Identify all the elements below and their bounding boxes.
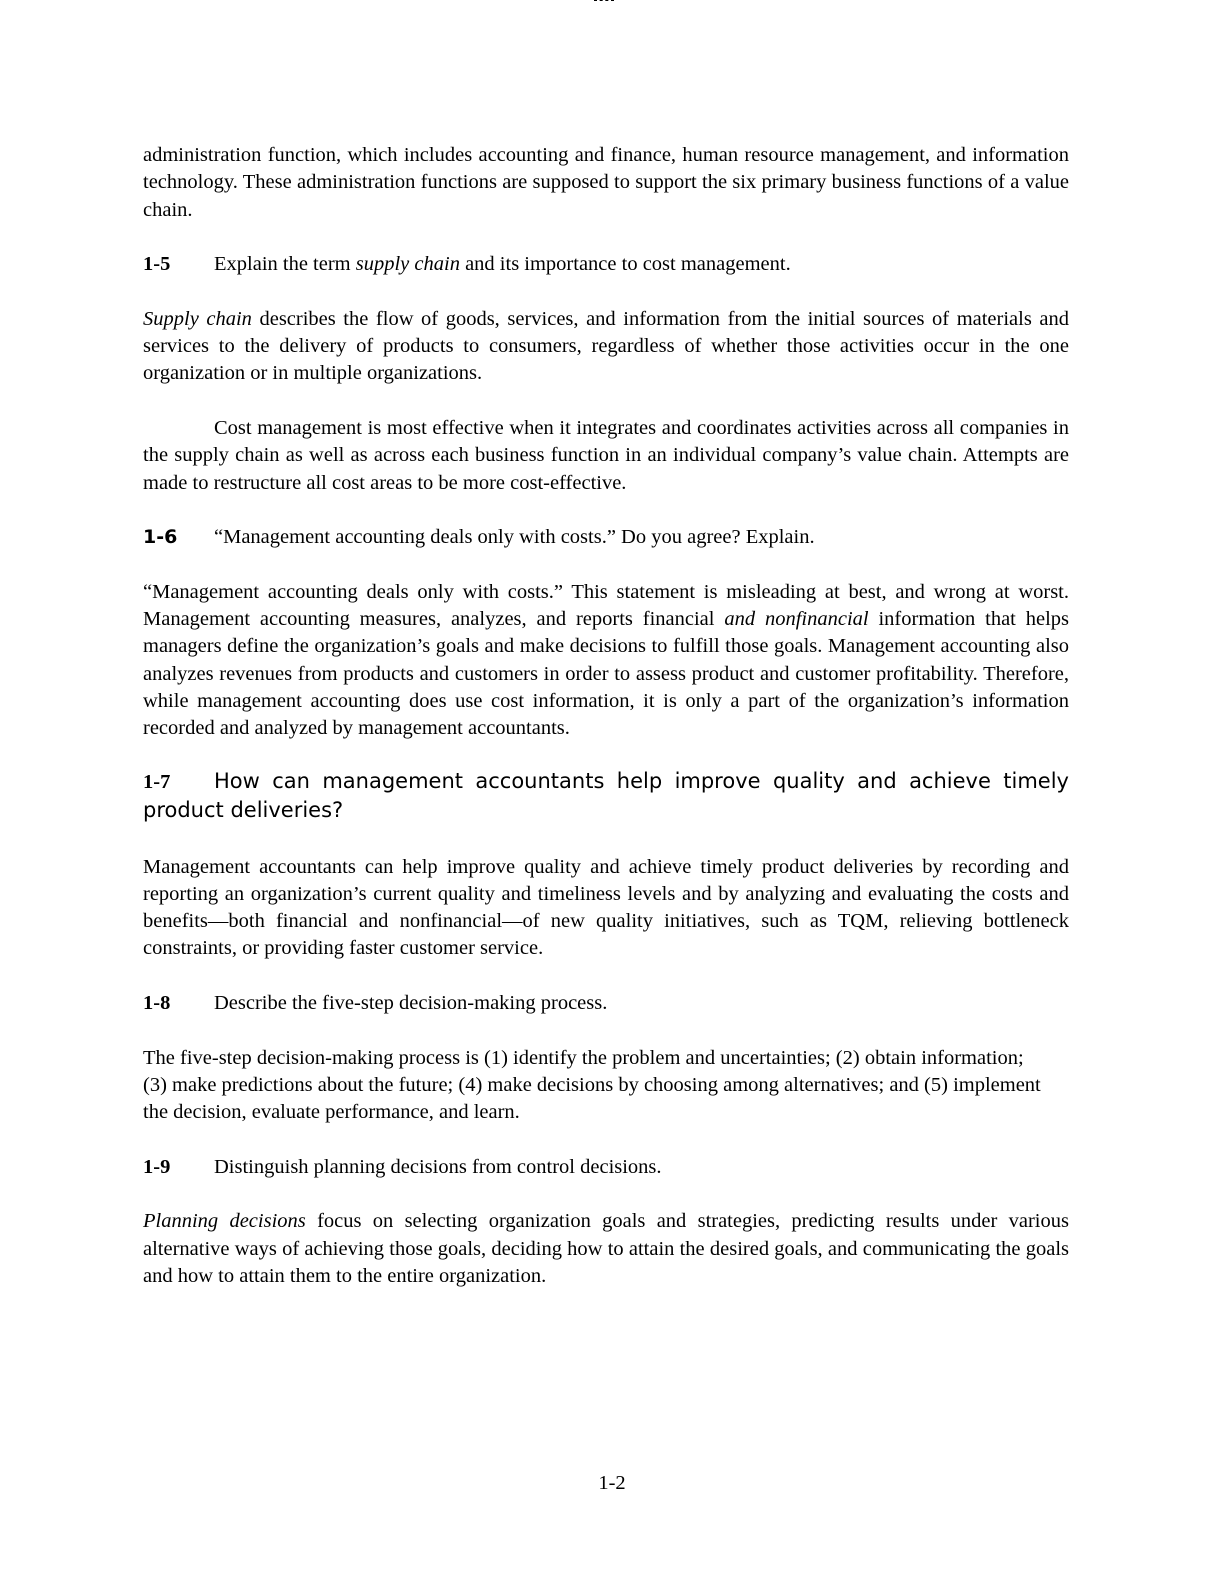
question-number: 1-9: [143, 1155, 171, 1178]
answer-1-6: “Management accounting deals only with costs.” This statement is misleading at best, and wrong at worst. Management accounting measures, analyzes, and reports financial and nonfinancial information that helps managers define the organization’s goals and make decisions to fulfill those goals. Management accounting also analyzes revenues from products and customers in order to assess product and customer profitability. Therefore, while management accounting does use cost information, it is only a part of the organization’s information recorded and analyzed by management accountants.: [143, 580, 1070, 740]
question-number: 1-7: [143, 770, 171, 793]
question-1-9: 1-9 Distinguish planning decisions from control decisions.: [143, 1154, 1069, 1181]
question-1-6: 1-6 “Management accounting deals only with costs.” Do you agree? Explain.: [143, 524, 1069, 551]
document-page: [143, 142, 1069, 1290]
question-number: 1-5: [143, 253, 171, 276]
question-1-7: 1-7 How can management accountants help improve quality and achieve timely product deliveries?: [143, 768, 1069, 822]
answer-1-7: Management accountants can help improve quality and achieve timely product deliveries by recording and reporting an organization’s current quality and timeliness levels and by analyzing and evaluating the costs and benefits—both financial and nonfinancial—of new quality initiatives, such as TQM, relieving bottleneck constraints, or providing faster customer service.: [143, 855, 1069, 960]
answer-1-9: Planning decisions focus on selecting organization goals and strategies, predicting results under various alternative ways of achieving those goals, deciding how to attain the desired goals, and communicating the goals and how to attain them to the entire organization.: [143, 1210, 1069, 1287]
answer-1-8: The five-step decision-making process is (1) identify the problem and uncertainties; (2) obtain information; (3) make predictions about the future; (4) make decisions by choosing among alternatives; and (5) implement the decision, evaluate performance, and learn.: [143, 1046, 1041, 1124]
question-1-8: 1-8 Describe the five-step decision-making process.: [143, 990, 1069, 1017]
question-number: 1-6: [143, 526, 178, 549]
question-1-5: 1-5 Explain the term supply chain and its importance to cost management.: [143, 251, 1069, 278]
question-number: 1-8: [143, 992, 171, 1015]
answer-1-5-paragraph-2: Cost management is most effective when it integrates and coordinates activities across all companies in the supply chain as well as across each business function in an individual company’s value chain. Attempts are made to restructure all cost areas to be more cost-effective.: [143, 416, 1069, 494]
continuation-paragraph: administration function, which includes accounting and finance, human resource management, and information technology. These administration functions are supposed to support the six primary business functions of a value chain.: [143, 144, 1069, 221]
page-number: 1-2: [598, 1472, 626, 1494]
header-mark: [594, 0, 614, 3]
answer-1-5-paragraph-1: Supply chain describes the flow of goods, services, and information from the initial sources of materials and services to the delivery of products to consumers, regardless of whether those activities occur in the one organization or in multiple organizations.: [143, 307, 1069, 385]
